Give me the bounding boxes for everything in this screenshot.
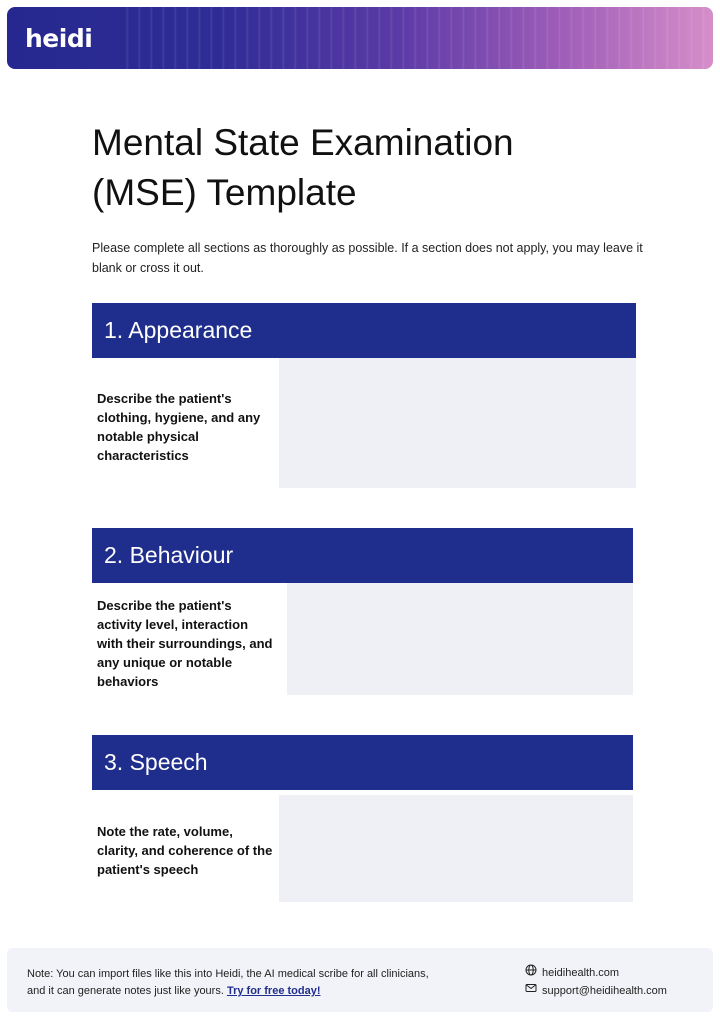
section-prompt-appearance: Describe the patient's clothing, hygiene, and any notable physical characteristics: [97, 391, 261, 463]
section-header-behaviour: 2. Behaviour: [92, 528, 633, 583]
globe-icon: [525, 964, 537, 981]
title-line-2: (MSE) Template: [92, 172, 357, 213]
title-line-1: Mental State Examination: [92, 122, 514, 163]
page-title: [92, 118, 652, 218]
footer-note: [27, 966, 447, 1000]
website-contact[interactable]: [525, 964, 619, 981]
instructions-text: Please complete all sections as thoroughly as possible. If a section does not apply, you may leave it blank or cross it out.: [92, 241, 643, 275]
section-header-speech: 3. Speech: [92, 735, 633, 790]
section-prompt-behaviour: Describe the patient's activity level, interaction with their surroundings, and any unique or notable behaviors: [97, 598, 273, 689]
website-text: heidihealth.com: [542, 966, 620, 979]
try-free-link[interactable]: Try for free today!: [226, 985, 321, 997]
footer-note-text: Note: You can import files like this into Heidi, the AI medical scribe for all clinicians, and it can generate notes just like yours.: [27, 968, 429, 997]
email-contact[interactable]: [525, 982, 667, 999]
answer-box-behaviour[interactable]: [287, 583, 633, 695]
banner-pattern: [117, 7, 713, 69]
mail-icon: [525, 982, 537, 999]
footer: [7, 948, 713, 1012]
answer-box-appearance[interactable]: [279, 358, 636, 488]
email-text: support@heidihealth.com: [542, 984, 667, 997]
header-banner: [7, 7, 713, 69]
answer-box-speech[interactable]: [279, 795, 633, 902]
heidi-logo: heidi: [25, 24, 93, 53]
section-prompt-speech: Note the rate, volume, clarity, and coherence of the patient's speech: [97, 824, 273, 877]
section-header-appearance: 1. Appearance: [92, 303, 636, 358]
